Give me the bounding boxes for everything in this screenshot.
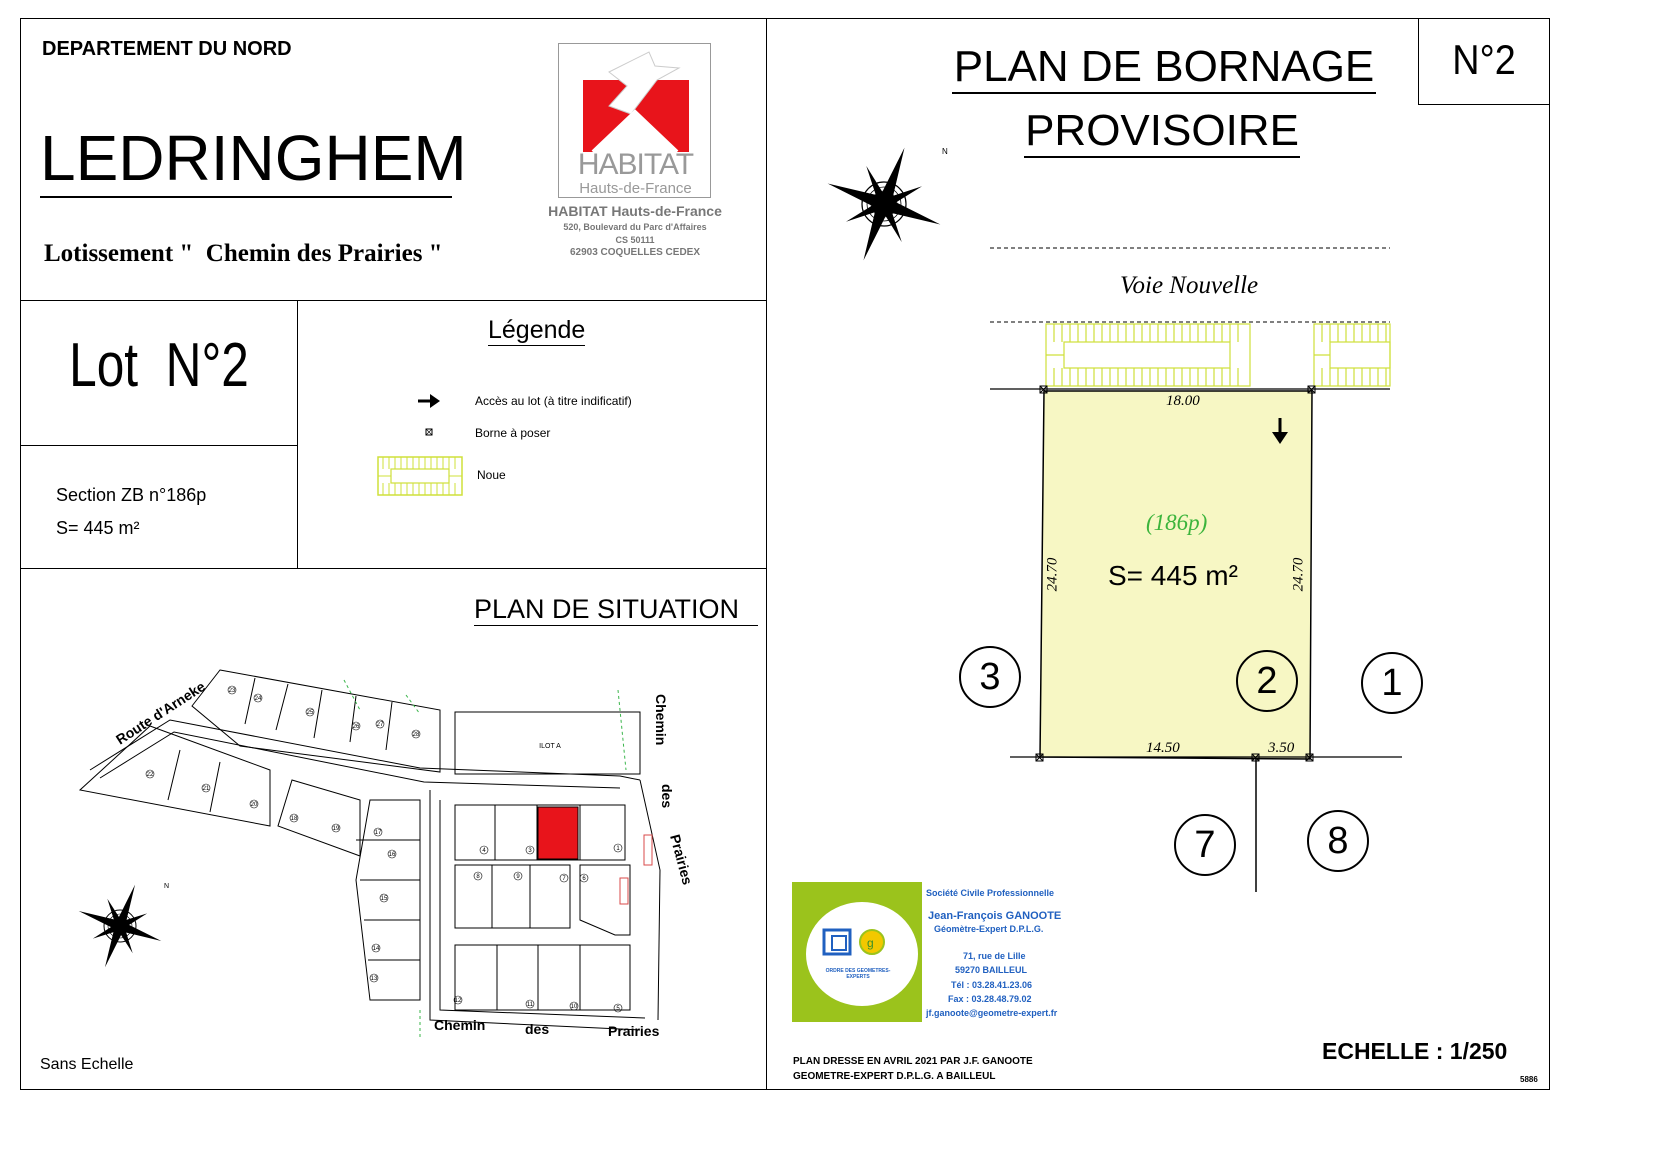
chemin-bottom-3: Prairies [608,1023,660,1039]
footer-line-1: PLAN DRESSE EN AVRIL 2021 PAR J.F. GANOOTE [793,1056,1033,1067]
chemin-right-3: Prairies [667,832,696,887]
svg-text:14: 14 [372,946,380,952]
plan-title-2-text: PROVISOIRE [1025,106,1299,155]
dim-bottom-2: 3.50 [1268,740,1295,756]
svg-text:12: 12 [454,998,462,1004]
svg-text:24: 24 [254,696,262,702]
svg-text:g: g [867,936,874,950]
surveyor-street: 71, rue de Lille [963,951,1026,961]
svg-text:6: 6 [582,876,586,882]
svg-text:21: 21 [202,786,210,792]
habitat-address-1: 520, Boulevard du Parc d'Affaires [563,222,707,232]
divider-lot [20,445,298,446]
chemin-bottom-2: des [525,1021,550,1037]
svg-text:28: 28 [412,732,420,738]
habitat-logo-text: HABITAT [577,148,694,181]
plan-reference: 5886 [1520,1075,1538,1084]
dim-left: 24.70 [1044,557,1061,592]
svg-text:20: 20 [250,802,258,808]
swale-hatch [1046,324,1390,386]
situation-title [474,594,758,626]
svg-text:7: 7 [562,876,566,882]
svg-text:8: 8 [476,874,480,880]
neighbor-lot-1: 1 [1361,652,1423,714]
plan-title-2 [1024,106,1300,158]
plan-number: N°2 [1452,36,1516,83]
scale-label: ECHELLE : 1/250 [1322,1038,1508,1064]
neighbor-lot-8: 8 [1307,810,1369,872]
situation-map [60,650,760,1050]
habitat-logo [558,43,711,198]
divider-situation [20,568,766,569]
habitat-name: HABITAT Hauts-de-France [548,203,722,219]
lot-surface: S= 445 m² [56,518,140,538]
divider-header [20,300,766,301]
svg-text:18: 18 [290,816,298,822]
svg-text:4: 4 [482,848,486,854]
svg-text:3: 3 [528,848,532,854]
legend-item-noue: Noue [477,468,506,482]
ilot-label: ILOT A [539,743,561,750]
svg-text:27: 27 [376,722,384,728]
situation-highlight-lot [538,807,578,859]
arrow-right-icon [418,392,442,410]
svg-text:15: 15 [380,896,388,902]
north-arrow-small-icon [72,880,172,972]
surveyor-title: Géomètre-Expert D.P.L.G. [934,924,1044,934]
surveyor-email: jf.ganoote@geometre-expert.fr [926,1008,1058,1018]
surveyor-company: Société Civile Professionnelle [926,888,1055,898]
neighbor-lot-2: 2 [1236,650,1298,712]
lot-section: Section ZB n°186p [56,485,207,505]
chemin-bottom-1: Chemin [434,1017,486,1033]
svg-text:5: 5 [616,1006,620,1012]
situation-title-text: PLAN DE SITUATION [474,594,740,624]
habitat-address-2: CS 50111 [615,235,655,245]
svg-text:1: 1 [616,846,620,852]
surveyor-fax: Fax : 03.28.48.79.02 [948,994,1032,1004]
legend-title [488,316,585,346]
parcel-reference: (186p) [1146,510,1208,535]
svg-text:N: N [164,883,170,890]
surveyor-name: Jean-François GANOOTE [928,910,1062,922]
svg-text:10: 10 [570,1004,578,1010]
habitat-logo-subtext: Hauts-de-France [579,180,692,197]
plan-title-1 [952,42,1376,94]
lot-title: Lot N°2 [69,331,249,400]
commune-title [40,120,467,198]
svg-text:25: 25 [306,710,314,716]
plan-title-1-text: PLAN DE BORNAGE [953,42,1375,91]
legend-item-access: Accès au lot (à titre indificatif) [475,394,632,408]
svg-text:22: 22 [146,772,154,778]
departement-label: DEPARTEMENT DU NORD [42,38,292,60]
surveyor-tel: Tél : 03.28.41.23.06 [951,980,1033,990]
footer-line-2: GEOMETRE-EXPERT D.P.L.G. A BAILLEUL [793,1071,996,1082]
neighbor-lot-3: 3 [959,646,1021,708]
north-arrow-icon [818,140,958,270]
legend-item-borne: Borne à poser [475,426,551,440]
surveyor-logo [792,882,922,1022]
habitat-address-3: 62903 COQUELLES CEDEX [569,247,701,258]
surveyor-emblem-icon [822,924,892,964]
dim-top: 18.00 [1166,393,1200,409]
dim-right: 24.70 [1290,557,1307,592]
road-arneke-label: Route d'Arneke [112,678,208,748]
no-scale-label: Sans Echelle [40,1056,134,1073]
parcel-surface: S= 445 m² [1108,560,1238,591]
svg-text:26: 26 [352,724,360,730]
divider-legend [297,300,298,568]
street-label: Voie Nouvelle [1120,272,1259,299]
chemin-right-2: des [659,784,675,809]
chemin-right-1: Chemin [653,694,669,746]
boundary-marker-icon [425,428,435,438]
svg-text:23: 23 [228,688,236,694]
dim-bottom-1: 14.50 [1146,740,1180,756]
legend-title-text: Légende [488,316,586,344]
svg-text:19: 19 [332,826,340,832]
svg-text:13: 13 [370,976,378,982]
swale-hatch-icon [377,456,463,496]
neighbor-lot-7: 7 [1174,814,1236,876]
svg-text:16: 16 [388,852,396,858]
svg-text:9: 9 [516,874,520,880]
surveyor-logo-label: ORDRE DES GEOMETRES-EXPERTS [825,968,891,980]
svg-text:11: 11 [526,1002,534,1008]
commune-name: LEDRINGHEM [40,122,467,194]
lotissement-label: Lotissement " Chemin des Prairies " [44,240,443,267]
svg-text:17: 17 [374,830,382,836]
svg-text:N: N [942,147,948,156]
divider-main-vertical [766,18,767,1090]
surveyor-city: 59270 BAILLEUL [955,965,1028,975]
